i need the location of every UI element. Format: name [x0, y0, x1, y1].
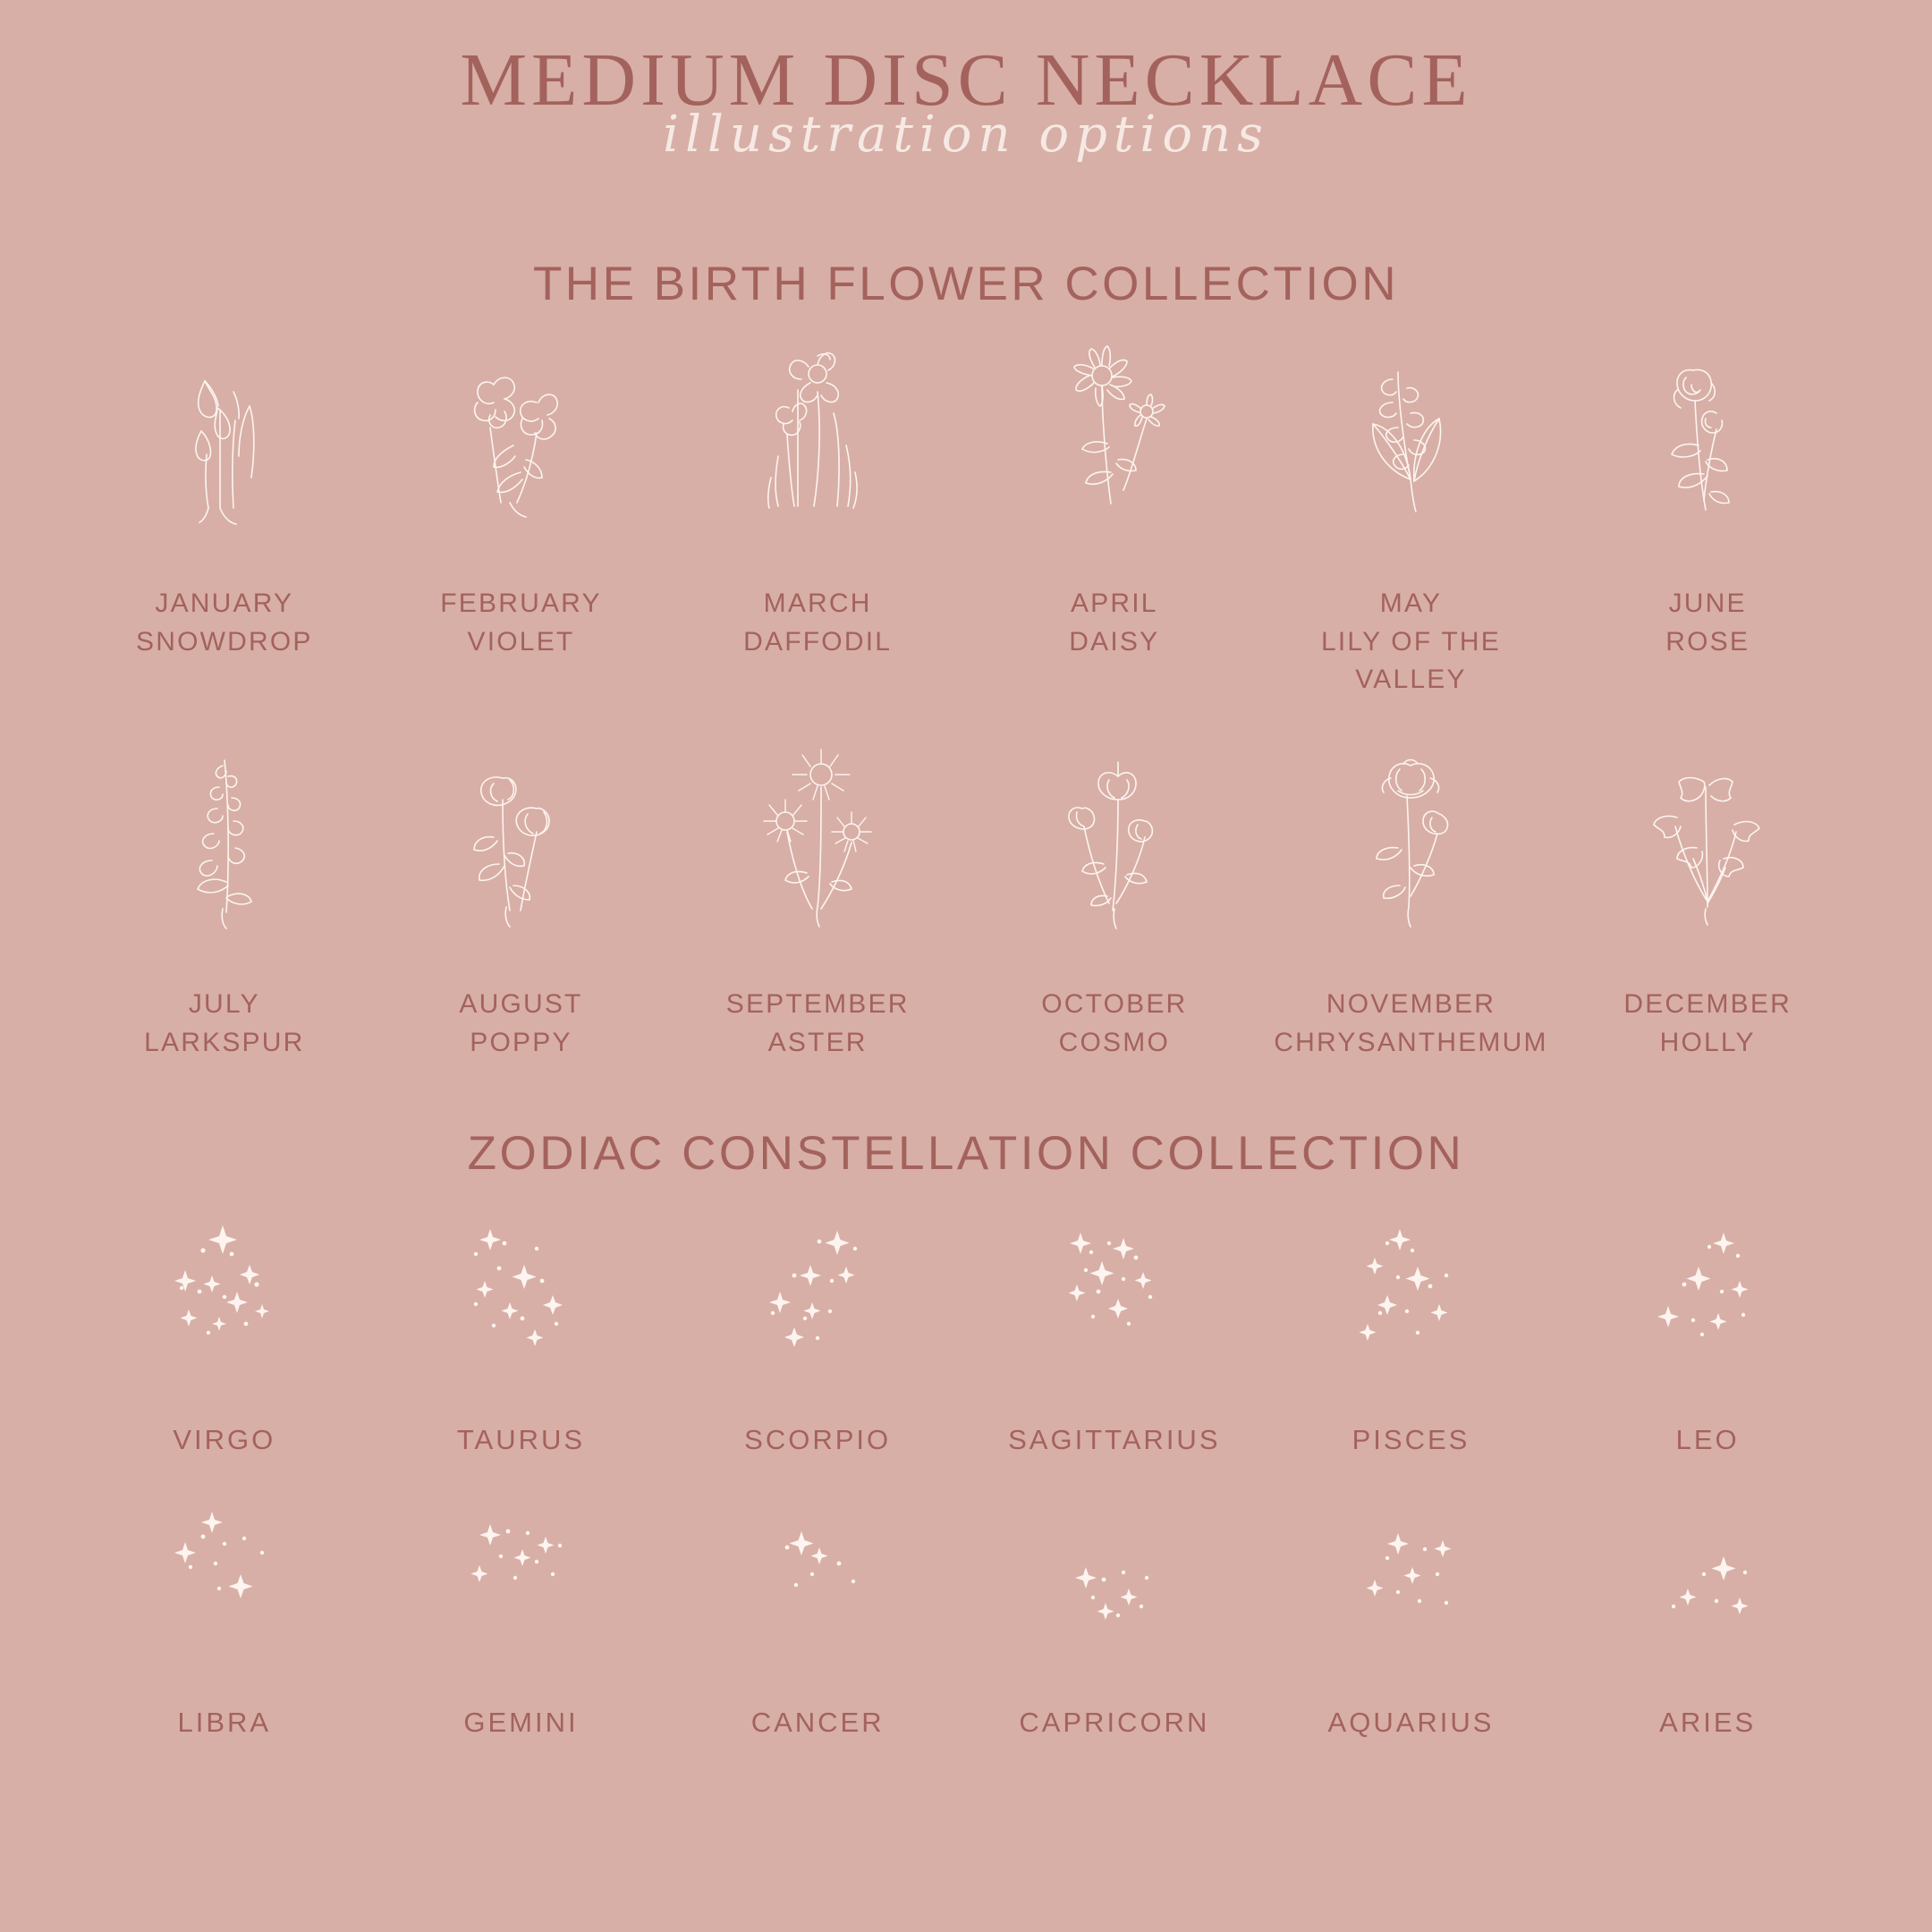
flower-month-october: OCTOBER	[1041, 988, 1188, 1019]
flower-name-july: LARKSPUR	[144, 1027, 305, 1057]
zodiac-label-leo: LEO	[1675, 1424, 1740, 1456]
zodiac-label-gemini: GEMINI	[463, 1707, 579, 1739]
page-title: MEDIUM DISC NECKLACE	[460, 38, 1472, 122]
zodiac-label-virgo: VIRGO	[173, 1424, 276, 1456]
flower-item-march[interactable]	[669, 338, 966, 699]
sagittarius-constellation-icon	[966, 1190, 1263, 1404]
flower-caption-september	[726, 986, 910, 1062]
flower-name-august: POPPY	[470, 1027, 572, 1057]
flower-item-september[interactable]	[669, 739, 966, 1062]
zodiac-item-cancer[interactable]	[669, 1472, 966, 1742]
flower-caption-october	[1041, 986, 1187, 1062]
zodiac-item-aries[interactable]	[1559, 1472, 1856, 1742]
zodiac-item-capricorn[interactable]	[966, 1472, 1263, 1742]
flower-item-july[interactable]	[76, 739, 373, 1062]
zodiac-item-aquarius[interactable]	[1263, 1472, 1560, 1742]
flower-item-june[interactable]	[1559, 338, 1856, 699]
zodiac-item-scorpio[interactable]	[669, 1190, 966, 1460]
flower-month-may: MAY	[1379, 589, 1443, 619]
zodiac-label-sagittarius: SAGITTARIUS	[1008, 1424, 1221, 1456]
flower-name-september: ASTER	[767, 1027, 868, 1057]
zodiac-item-pisces[interactable]	[1263, 1190, 1560, 1460]
flower-caption-july	[144, 986, 304, 1062]
zodiac-label-taurus: TAURUS	[456, 1424, 586, 1456]
taurus-constellation-icon	[373, 1190, 670, 1404]
capricorn-constellation-icon	[966, 1472, 1263, 1687]
aster-flower-icon	[669, 739, 966, 962]
libra-constellation-icon	[76, 1472, 373, 1687]
birth-flower-grid-row-1	[76, 338, 1856, 699]
flower-month-january: JANUARY	[155, 589, 294, 619]
zodiac-grid-row-1	[76, 1190, 1856, 1460]
flower-name-june: ROSE	[1665, 626, 1750, 657]
virgo-constellation-icon	[76, 1190, 373, 1404]
flower-month-november: NOVEMBER	[1326, 988, 1496, 1019]
poppy-flower-icon	[373, 739, 670, 962]
daffodil-flower-icon	[669, 338, 966, 562]
zodiac-label-libra: LIBRA	[177, 1707, 272, 1739]
cosmo-flower-icon	[966, 739, 1263, 962]
flower-caption-august	[459, 986, 582, 1062]
leo-constellation-icon	[1559, 1190, 1856, 1404]
flower-month-april: APRIL	[1070, 589, 1158, 619]
holly-flower-icon	[1559, 739, 1856, 962]
flower-item-november[interactable]	[1263, 739, 1560, 1062]
aries-constellation-icon	[1559, 1472, 1856, 1687]
flower-caption-june	[1665, 585, 1750, 661]
larkspur-flower-icon	[76, 739, 373, 962]
zodiac-label-scorpio: SCORPIO	[744, 1424, 892, 1456]
flower-caption-november	[1274, 986, 1547, 1062]
flower-caption-february	[440, 585, 601, 661]
page-subtitle: illustration options	[663, 106, 1269, 165]
flower-month-february: FEBRUARY	[440, 589, 602, 619]
pisces-constellation-icon	[1263, 1190, 1560, 1404]
cancer-constellation-icon	[669, 1472, 966, 1687]
flower-month-july: JULY	[188, 988, 260, 1019]
flower-name-january: SNOWDROP	[136, 626, 313, 657]
zodiac-label-cancer: CANCER	[750, 1707, 885, 1739]
flower-item-april[interactable]	[966, 338, 1263, 699]
flower-month-june: JUNE	[1668, 589, 1747, 619]
rose-flower-icon	[1559, 338, 1856, 562]
snowdrop-flower-icon	[76, 338, 373, 562]
zodiac-label-capricorn: CAPRICORN	[1019, 1707, 1210, 1739]
poster-header	[0, 0, 1932, 164]
flower-item-february[interactable]	[373, 338, 670, 699]
zodiac-item-sagittarius[interactable]	[966, 1190, 1263, 1460]
flower-item-october[interactable]	[966, 739, 1263, 1062]
zodiac-label-aries: ARIES	[1659, 1707, 1757, 1739]
flower-item-january[interactable]	[76, 338, 373, 699]
flower-name-may: LILY OF THE VALLEY	[1321, 626, 1501, 695]
daisy-flower-icon	[966, 338, 1263, 562]
scorpio-constellation-icon	[669, 1190, 966, 1404]
gemini-constellation-icon	[373, 1472, 670, 1687]
flower-item-december[interactable]	[1559, 739, 1856, 1062]
birth-flower-grid-row-2	[76, 739, 1856, 1062]
aquarius-constellation-icon	[1263, 1472, 1560, 1687]
zodiac-label-pisces: PISCES	[1352, 1424, 1470, 1456]
flower-name-october: COSMO	[1058, 1027, 1170, 1057]
zodiac-item-virgo[interactable]	[76, 1190, 373, 1460]
zodiac-item-taurus[interactable]	[373, 1190, 670, 1460]
zodiac-item-libra[interactable]	[76, 1472, 373, 1742]
zodiac-label-aquarius: AQUARIUS	[1327, 1707, 1495, 1739]
flower-caption-december	[1623, 986, 1792, 1062]
section-title-birth-flower: THE BIRTH FLOWER COLLECTION	[532, 258, 1400, 311]
zodiac-item-gemini[interactable]	[373, 1472, 670, 1742]
flower-name-april: DAISY	[1069, 626, 1160, 657]
zodiac-grid-row-2	[76, 1472, 1856, 1742]
zodiac-item-leo[interactable]	[1559, 1190, 1856, 1460]
flower-item-august[interactable]	[373, 739, 670, 1062]
flower-month-march: MARCH	[763, 589, 872, 619]
flower-name-november: CHRYSANTHEMUM	[1274, 1027, 1548, 1057]
chrysanthemum-flower-icon	[1263, 739, 1560, 962]
flower-name-march: DAFFODIL	[743, 626, 893, 657]
flower-name-december: HOLLY	[1659, 1027, 1756, 1057]
flower-caption-may	[1263, 585, 1560, 699]
flower-caption-january	[136, 585, 313, 661]
flower-caption-april	[1069, 585, 1159, 661]
flower-month-august: AUGUST	[459, 988, 583, 1019]
lily-of-the-valley-flower-icon	[1263, 338, 1560, 562]
flower-item-may[interactable]	[1263, 338, 1560, 699]
flower-month-december: DECEMBER	[1623, 988, 1792, 1019]
section-title-zodiac: ZODIAC CONSTELLATION COLLECTION	[467, 1127, 1465, 1181]
flower-caption-march	[743, 585, 892, 661]
flower-month-september: SEPTEMBER	[725, 988, 910, 1019]
violet-flower-icon	[373, 338, 670, 562]
flower-name-february: VIOLET	[467, 626, 575, 657]
